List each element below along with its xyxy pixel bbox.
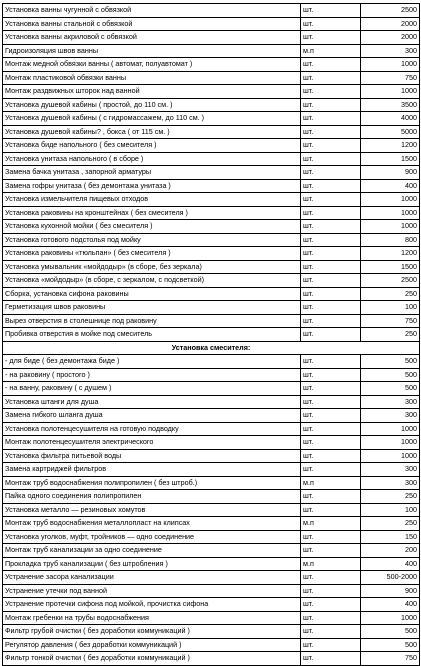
unit-cell: шт. xyxy=(301,490,361,504)
unit-cell: шт. xyxy=(301,193,361,207)
service-name-cell: Установка фильтра питьевой воды xyxy=(3,449,301,463)
price-cell: 1500 xyxy=(361,152,420,166)
price-cell: 300 xyxy=(361,476,420,490)
unit-cell: шт. xyxy=(301,571,361,585)
service-name-cell: Установка душевой кабины? , бокса ( от 115 см. ) xyxy=(3,125,301,139)
table-row xyxy=(3,247,420,261)
service-name-cell: Установка кухонной мойки ( без смесителя ) xyxy=(3,220,301,234)
table-row xyxy=(3,503,420,517)
table-row xyxy=(3,193,420,207)
service-name-cell: Установка металло — резиновых хомутов xyxy=(3,503,301,517)
unit-cell: шт. xyxy=(301,301,361,315)
service-name-cell: Установка уголков, муфт, тройников — одно соединение xyxy=(3,530,301,544)
price-cell: 250 xyxy=(361,490,420,504)
unit-cell: шт. xyxy=(301,368,361,382)
unit-cell: шт. xyxy=(301,125,361,139)
table-row xyxy=(3,490,420,504)
price-cell: 300 xyxy=(361,395,420,409)
table-row xyxy=(3,449,420,463)
price-cell: 750 xyxy=(361,652,420,666)
unit-cell: шт. xyxy=(301,503,361,517)
price-cell: 500 xyxy=(361,355,420,369)
service-name-cell: Монтаж труб канализации за одно соединение xyxy=(3,544,301,558)
table-row xyxy=(3,409,420,423)
service-name-cell: Установка готового подстолья под мойку xyxy=(3,233,301,247)
unit-cell: шт. xyxy=(301,584,361,598)
unit-cell: м.п xyxy=(301,557,361,571)
unit-cell: м.п xyxy=(301,476,361,490)
price-cell: 500 xyxy=(361,625,420,639)
unit-cell: шт. xyxy=(301,328,361,342)
price-cell: 3500 xyxy=(361,98,420,112)
price-cell: 2500 xyxy=(361,4,420,18)
unit-cell: шт. xyxy=(301,395,361,409)
table-row xyxy=(3,584,420,598)
service-name-cell: Установка умывальник «мойдодыр» (в сборе, без зеркала) xyxy=(3,260,301,274)
service-name-cell: Установка измельчителя пищевых отходов xyxy=(3,193,301,207)
price-cell: 400 xyxy=(361,557,420,571)
table-row xyxy=(3,544,420,558)
service-name-cell: Монтаж раздвижных шторок над ванной xyxy=(3,85,301,99)
table-row xyxy=(3,436,420,450)
table-row xyxy=(3,98,420,112)
unit-cell: шт. xyxy=(301,58,361,72)
price-cell: 400 xyxy=(361,179,420,193)
unit-cell: шт. xyxy=(301,422,361,436)
table-row xyxy=(3,260,420,274)
unit-cell: шт. xyxy=(301,382,361,396)
price-cell: 500 xyxy=(361,368,420,382)
table-row xyxy=(3,206,420,220)
unit-cell: шт. xyxy=(301,544,361,558)
table-row xyxy=(3,139,420,153)
service-name-cell: Устранение утечки под ванной xyxy=(3,584,301,598)
service-name-cell: Установка ванны стальной с обвязкой xyxy=(3,17,301,31)
service-name-cell: Пайка одного соединения полипропилен xyxy=(3,490,301,504)
table-row xyxy=(3,328,420,342)
service-name-cell: Монтаж полотенцесушителя электрического xyxy=(3,436,301,450)
unit-cell: шт. xyxy=(301,85,361,99)
service-name-cell: Замена гофры унитаза ( без демонтажа унитаза ) xyxy=(3,179,301,193)
price-cell: 100 xyxy=(361,503,420,517)
service-name-cell: Монтаж медной обвязки ванны ( автомат, полуавтомат ) xyxy=(3,58,301,72)
service-name-cell: Установка раковины «тюльпан» ( без смесителя ) xyxy=(3,247,301,261)
table-row xyxy=(3,611,420,625)
unit-cell: шт. xyxy=(301,98,361,112)
unit-cell: шт. xyxy=(301,625,361,639)
service-name-cell: Установка ванны акриловой с обвязкой xyxy=(3,31,301,45)
service-name-cell: Монтаж пластиковой обвязки ванны xyxy=(3,71,301,85)
table-row xyxy=(3,368,420,382)
service-name-cell: - на ванну, раковину ( с душем ) xyxy=(3,382,301,396)
unit-cell: шт. xyxy=(301,206,361,220)
unit-cell: шт. xyxy=(301,611,361,625)
service-name-cell: Пробивка отверстия в мойке под смеситель xyxy=(3,328,301,342)
service-name-cell: Замена картриджей фильтров xyxy=(3,463,301,477)
price-cell: 1500 xyxy=(361,260,420,274)
price-cell: 150 xyxy=(361,530,420,544)
unit-cell: шт. xyxy=(301,71,361,85)
table-row xyxy=(3,4,420,18)
unit-cell: шт. xyxy=(301,652,361,666)
service-name-cell: Прокладка труб канализации ( без штробления ) xyxy=(3,557,301,571)
table-row xyxy=(3,152,420,166)
unit-cell: шт. xyxy=(301,247,361,261)
service-name-cell: Установка раковины на кронштейнах ( без смесителя ) xyxy=(3,206,301,220)
unit-cell: м.п xyxy=(301,517,361,531)
unit-cell: шт. xyxy=(301,17,361,31)
table-row xyxy=(3,652,420,666)
table-row xyxy=(3,220,420,234)
price-cell: 300 xyxy=(361,409,420,423)
price-cell: 200 xyxy=(361,544,420,558)
service-name-cell: Установка штанги для душа xyxy=(3,395,301,409)
unit-cell: шт. xyxy=(301,463,361,477)
service-name-cell: - для биде ( без демонтажа биде ) xyxy=(3,355,301,369)
unit-cell: шт. xyxy=(301,355,361,369)
service-name-cell: Вырез отверстия в столешнице под раковину xyxy=(3,314,301,328)
price-cell: 500 xyxy=(361,382,420,396)
table-row xyxy=(3,58,420,72)
service-name-cell: Сборка, установка сифона раковины xyxy=(3,287,301,301)
table-row xyxy=(3,395,420,409)
table-row xyxy=(3,44,420,58)
price-cell: 500-2000 xyxy=(361,571,420,585)
service-name-cell: Устранение протечки сифона под мойкой, прочистка сифона xyxy=(3,598,301,612)
price-cell: 1200 xyxy=(361,139,420,153)
unit-cell: м.п xyxy=(301,44,361,58)
service-name-cell: Фильтр грубой очистки ( без доработки коммуникаций ) xyxy=(3,625,301,639)
service-name-cell: Установка ванны чугунной с обвязкой xyxy=(3,4,301,18)
unit-cell: шт. xyxy=(301,598,361,612)
price-cell: 250 xyxy=(361,287,420,301)
table-row xyxy=(3,233,420,247)
price-cell: 250 xyxy=(361,328,420,342)
price-cell: 300 xyxy=(361,44,420,58)
unit-cell: шт. xyxy=(301,233,361,247)
table-row xyxy=(3,571,420,585)
table-row xyxy=(3,125,420,139)
price-cell: 300 xyxy=(361,463,420,477)
table-row xyxy=(3,530,420,544)
table-row xyxy=(3,422,420,436)
service-name-cell: Замена гибкого шланга душа xyxy=(3,409,301,423)
table-row xyxy=(3,31,420,45)
service-name-cell: Установка унитаза напольного ( в сборе ) xyxy=(3,152,301,166)
table-row xyxy=(3,463,420,477)
unit-cell: шт. xyxy=(301,152,361,166)
section-header-row xyxy=(3,341,420,355)
unit-cell: шт. xyxy=(301,179,361,193)
unit-cell: шт. xyxy=(301,4,361,18)
table-row xyxy=(3,598,420,612)
service-name-cell: Установка душевой кабины ( с гидромассажем, до 110 см. ) xyxy=(3,112,301,126)
price-cell: 500 xyxy=(361,638,420,652)
price-table-body xyxy=(3,4,420,666)
service-name-cell: Замена бачка унитаза , запорной арматуры xyxy=(3,166,301,180)
unit-cell: шт. xyxy=(301,436,361,450)
table-row xyxy=(3,625,420,639)
unit-cell: шт. xyxy=(301,530,361,544)
table-row xyxy=(3,179,420,193)
table-row xyxy=(3,85,420,99)
table-row xyxy=(3,166,420,180)
unit-cell: шт. xyxy=(301,112,361,126)
price-cell: 800 xyxy=(361,233,420,247)
table-row xyxy=(3,517,420,531)
service-name-cell: Монтаж труб водоснабжения металлопласт на клипсах xyxy=(3,517,301,531)
service-name-cell: Фильтр тонкой очистки ( без доработки коммуникаций ) xyxy=(3,652,301,666)
unit-cell: шт. xyxy=(301,409,361,423)
unit-cell: шт. xyxy=(301,287,361,301)
service-name-cell: Герметизация швов раковины xyxy=(3,301,301,315)
price-cell: 2000 xyxy=(361,17,420,31)
table-row xyxy=(3,301,420,315)
table-row xyxy=(3,71,420,85)
table-row xyxy=(3,274,420,288)
price-cell: 2500 xyxy=(361,274,420,288)
price-cell: 1000 xyxy=(361,193,420,207)
price-cell: 1000 xyxy=(361,58,420,72)
service-name-cell: Регулятор давления ( без доработки коммуникаций ) xyxy=(3,638,301,652)
price-cell: 1000 xyxy=(361,611,420,625)
table-row xyxy=(3,557,420,571)
unit-cell: шт. xyxy=(301,260,361,274)
unit-cell: шт. xyxy=(301,166,361,180)
unit-cell: шт. xyxy=(301,139,361,153)
table-row xyxy=(3,638,420,652)
section-title: Установка смесителя: xyxy=(3,341,420,355)
table-row xyxy=(3,17,420,31)
table-row xyxy=(3,476,420,490)
table-row xyxy=(3,287,420,301)
price-cell: 400 xyxy=(361,598,420,612)
unit-cell: шт. xyxy=(301,274,361,288)
unit-cell: шт. xyxy=(301,638,361,652)
price-cell: 1000 xyxy=(361,85,420,99)
price-cell: 900 xyxy=(361,584,420,598)
price-cell: 5000 xyxy=(361,125,420,139)
table-row xyxy=(3,314,420,328)
table-row xyxy=(3,112,420,126)
service-name-cell: Установка биде напольного ( без смесителя ) xyxy=(3,139,301,153)
unit-cell: шт. xyxy=(301,220,361,234)
unit-cell: шт. xyxy=(301,449,361,463)
price-cell: 100 xyxy=(361,301,420,315)
price-cell: 1000 xyxy=(361,206,420,220)
service-name-cell: - на раковину ( простого ) xyxy=(3,368,301,382)
service-name-cell: Устранение засора канализации xyxy=(3,571,301,585)
price-cell: 250 xyxy=(361,517,420,531)
price-cell: 1000 xyxy=(361,220,420,234)
unit-cell: шт. xyxy=(301,31,361,45)
price-cell: 1200 xyxy=(361,247,420,261)
price-cell: 900 xyxy=(361,166,420,180)
price-cell: 1000 xyxy=(361,436,420,450)
price-cell: 750 xyxy=(361,314,420,328)
service-name-cell: Гидроизоляция швов ванны xyxy=(3,44,301,58)
table-row xyxy=(3,355,420,369)
price-cell: 750 xyxy=(361,71,420,85)
price-cell: 1000 xyxy=(361,422,420,436)
table-row xyxy=(3,382,420,396)
service-name-cell: Установка «мойдодыр» (в сборе, с зеркалом, с подсветкой) xyxy=(3,274,301,288)
service-name-cell: Монтаж труб водоснабжения полипропилен ( без штроб.) xyxy=(3,476,301,490)
price-cell: 2000 xyxy=(361,31,420,45)
price-cell: 4000 xyxy=(361,112,420,126)
price-table xyxy=(2,3,420,666)
service-name-cell: Установка полотенцесушителя на готовую подводку xyxy=(3,422,301,436)
service-name-cell: Монтаж гребенки на трубы водоснабжения xyxy=(3,611,301,625)
price-cell: 1000 xyxy=(361,449,420,463)
unit-cell: шт. xyxy=(301,314,361,328)
service-name-cell: Установка душевой кабины ( простой, до 110 см. ) xyxy=(3,98,301,112)
